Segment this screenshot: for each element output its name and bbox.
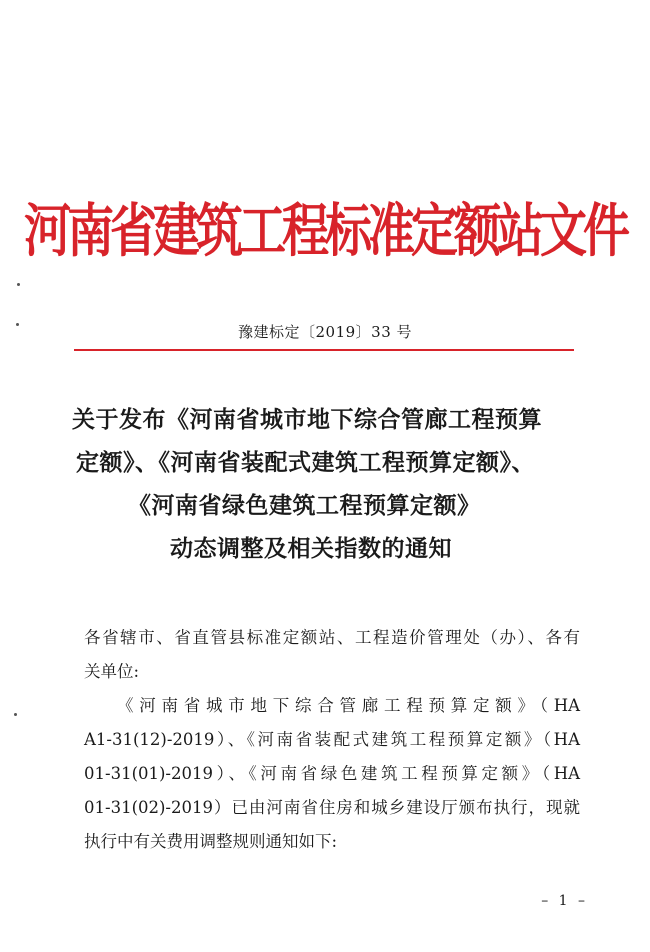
notice-body	[84, 621, 580, 859]
body-paragraph-line: 01-31(01)-2019）、《河南省绿色建筑工程预算定额》（HA	[84, 764, 580, 783]
notice-title-line: 动态调整及相关指数的通知	[170, 535, 452, 562]
body-paragraph-line: 执行中有关费用调整规则通知如下:	[84, 832, 338, 851]
salutation-line: 各省辖市、省直管县标准定额站、工程造价管理处（办）、各有	[84, 628, 580, 647]
body-paragraph-line: 《河南省城市地下综合管廊工程预算定额》（HA	[117, 696, 580, 715]
notice-title-line: 关于发布《河南省城市地下综合管廊工程预算	[72, 406, 542, 433]
body-paragraph-line: 01-31(02)-2019）已由河南省住房和城乡建设厅颁布执行，现就	[84, 798, 580, 817]
red-separator-line	[74, 349, 574, 351]
body-paragraph-line: A1-31(12)-2019）、《河南省装配式建筑工程预算定额》（HA	[84, 730, 580, 749]
issuer-header-title: 河南省建筑工程标准定额站文件	[24, 198, 626, 266]
document-number: 豫建标定〔2019〕33 号	[237, 323, 413, 341]
scan-speck	[16, 323, 19, 326]
notice-title-line: 定额》、《河南省装配式建筑工程预算定额》、	[76, 449, 535, 476]
scan-speck	[14, 713, 17, 716]
scan-speck	[17, 283, 20, 286]
salutation-line: 关单位:	[84, 662, 140, 681]
notice-title-line: 《河南省绿色建筑工程预算定额》	[128, 492, 481, 519]
page-number: – 1 –	[541, 893, 588, 909]
notice-title	[62, 398, 602, 570]
